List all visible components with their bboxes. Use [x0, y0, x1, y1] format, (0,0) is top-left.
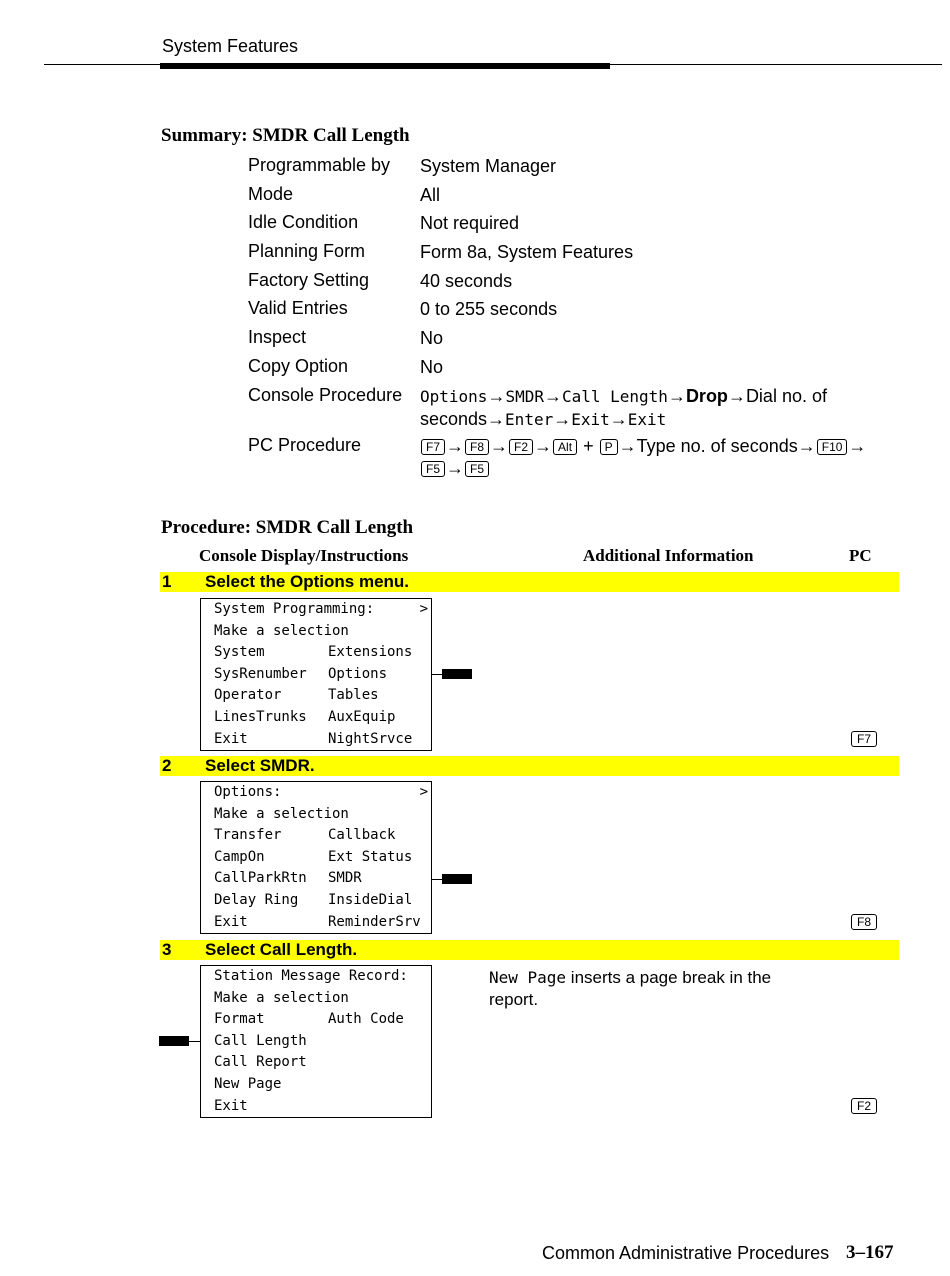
step-number: 1	[162, 572, 172, 591]
info-code: New Page	[489, 968, 567, 987]
console-step-drop: Drop	[685, 386, 728, 406]
summary-value: All	[420, 185, 441, 205]
step-instruction: Select Call Length.	[205, 940, 358, 959]
running-header: System Features	[162, 36, 299, 56]
summary-label: Idle Condition	[248, 212, 359, 232]
arrow-icon: →	[543, 386, 562, 406]
header-bar	[160, 63, 610, 69]
arrow-icon: →	[797, 436, 816, 456]
screen-title: Options:	[214, 784, 282, 800]
console-step-exit: Exit	[571, 410, 610, 429]
menu-option: Transfer	[214, 827, 282, 844]
key-f7: F7	[421, 439, 445, 455]
key-f2: F2	[509, 439, 533, 455]
summary-label: Valid Entries	[248, 298, 348, 318]
console-procedure-value	[420, 385, 827, 431]
step-1-bar	[160, 572, 899, 592]
additional-info	[489, 967, 779, 1011]
menu-option: Operator	[214, 687, 282, 704]
console-screen-1	[200, 598, 432, 751]
arrow-icon: →	[490, 436, 509, 456]
arrow-icon: →	[446, 458, 465, 478]
summary-value: System Manager	[420, 156, 557, 176]
summary-value: Not required	[420, 213, 520, 233]
pc-key-f2: F2	[851, 1098, 877, 1114]
console-step-dial: Dial no. of	[745, 386, 827, 406]
summary-label: Planning Form	[248, 241, 366, 261]
menu-option: NightSrvce	[328, 730, 413, 747]
arrow-icon: →	[446, 436, 465, 456]
summary-value: 0 to 255 seconds	[420, 299, 558, 319]
key-f10: F10	[817, 439, 848, 455]
pointer-block	[442, 669, 472, 679]
menu-option: Extensions	[328, 644, 413, 661]
menu-option: Exit	[214, 730, 248, 747]
menu-option: LinesTrunks	[214, 708, 307, 725]
menu-option: CampOn	[214, 848, 265, 865]
menu-option: Callback	[328, 827, 396, 844]
column-header-info: Additional Information	[583, 546, 754, 565]
key-alt: Alt	[553, 439, 577, 455]
arrow-icon: →	[553, 409, 572, 429]
menu-option: Exit	[214, 1097, 248, 1114]
menu-option-selected: Call Length	[214, 1032, 307, 1049]
summary-value: No	[420, 328, 444, 348]
menu-option-selected: Options	[328, 665, 388, 682]
key-f8: F8	[465, 439, 489, 455]
more-arrow: >	[419, 601, 428, 617]
step-instruction: Select SMDR.	[205, 756, 315, 775]
summary-label: Factory Setting	[248, 270, 370, 290]
console-step-seconds: seconds	[420, 409, 488, 429]
console-step-enter: Enter	[505, 410, 554, 429]
menu-option: InsideDial	[328, 891, 413, 908]
menu-option: ReminderSrv	[328, 913, 421, 930]
arrow-icon: →	[667, 386, 686, 406]
plus-sign: +	[583, 436, 594, 456]
summary-label: Console Procedure	[248, 385, 403, 405]
arrow-icon: →	[727, 386, 746, 406]
console-screen-2	[200, 781, 432, 934]
screen-title: Station Message Record:	[214, 968, 408, 984]
console-step-call-length: Call Length	[561, 387, 668, 406]
menu-option: Exit	[214, 913, 248, 930]
summary-label: PC Procedure	[248, 435, 362, 455]
step-2-bar	[160, 756, 899, 776]
arrow-icon: →	[534, 436, 553, 456]
pc-step-type-seconds: Type no. of seconds	[636, 436, 798, 456]
key-p: P	[600, 439, 618, 455]
step-number: 3	[162, 940, 172, 959]
footer-text: Common Administrative Procedures	[542, 1243, 830, 1263]
step-3-bar	[160, 940, 899, 960]
menu-option: AuxEquip	[328, 708, 396, 725]
screen-subtitle: Make a selection	[214, 805, 349, 822]
summary-label: Inspect	[248, 327, 307, 347]
menu-option: Ext Status	[328, 848, 413, 865]
summary-label: Programmable by	[248, 155, 391, 175]
summary-value: No	[420, 357, 444, 377]
arrow-icon: →	[618, 436, 637, 456]
column-header-pc: PC	[849, 546, 872, 565]
console-screen-3	[200, 965, 432, 1118]
summary-value: 40 seconds	[420, 271, 513, 291]
step-instruction: Select the Options menu.	[205, 572, 410, 591]
screen-title: System Programming:	[214, 601, 375, 617]
console-step-smdr: SMDR	[505, 387, 544, 406]
summary-title: Summary: SMDR Call Length	[161, 125, 410, 146]
arrow-icon: →	[487, 409, 506, 429]
menu-option: CallParkRtn	[214, 870, 307, 887]
summary-label: Mode	[248, 184, 294, 204]
info-text: inserts a page break in the report.	[489, 968, 772, 1009]
console-step-options: Options	[420, 387, 488, 406]
pc-procedure-value	[420, 435, 866, 479]
pointer-block	[159, 1036, 189, 1046]
menu-option: SysRenumber	[214, 665, 307, 682]
console-step-exit: Exit	[627, 410, 667, 429]
arrow-icon: →	[609, 409, 628, 429]
menu-option: Delay Ring	[214, 891, 299, 908]
screen-subtitle: Make a selection	[214, 622, 349, 639]
menu-option-selected: SMDR	[328, 870, 362, 887]
summary-value: Form 8a, System Features	[420, 242, 634, 262]
page-number: 3–167	[846, 1242, 894, 1263]
menu-option: Auth Code	[328, 1011, 404, 1028]
pc-key-f8: F8	[851, 914, 877, 930]
more-arrow: >	[419, 784, 428, 800]
menu-option: Tables	[328, 687, 379, 704]
arrow-icon: →	[487, 386, 506, 406]
screen-subtitle: Make a selection	[214, 989, 349, 1006]
step-number: 2	[162, 756, 172, 775]
menu-option: New Page	[214, 1075, 282, 1092]
summary-label: Copy Option	[248, 356, 349, 376]
menu-option: System	[214, 644, 265, 661]
column-header-console: Console Display/Instructions	[199, 546, 409, 565]
pointer-block	[442, 874, 472, 884]
menu-option: Call Report	[214, 1054, 307, 1071]
pointer-line	[188, 1041, 200, 1042]
menu-option: Format	[214, 1011, 265, 1028]
arrow-icon: →	[848, 436, 867, 456]
key-f5: F5	[421, 461, 445, 477]
procedure-title: Procedure: SMDR Call Length	[161, 517, 414, 538]
key-f5: F5	[465, 461, 489, 477]
pc-key-f7: F7	[851, 731, 877, 747]
